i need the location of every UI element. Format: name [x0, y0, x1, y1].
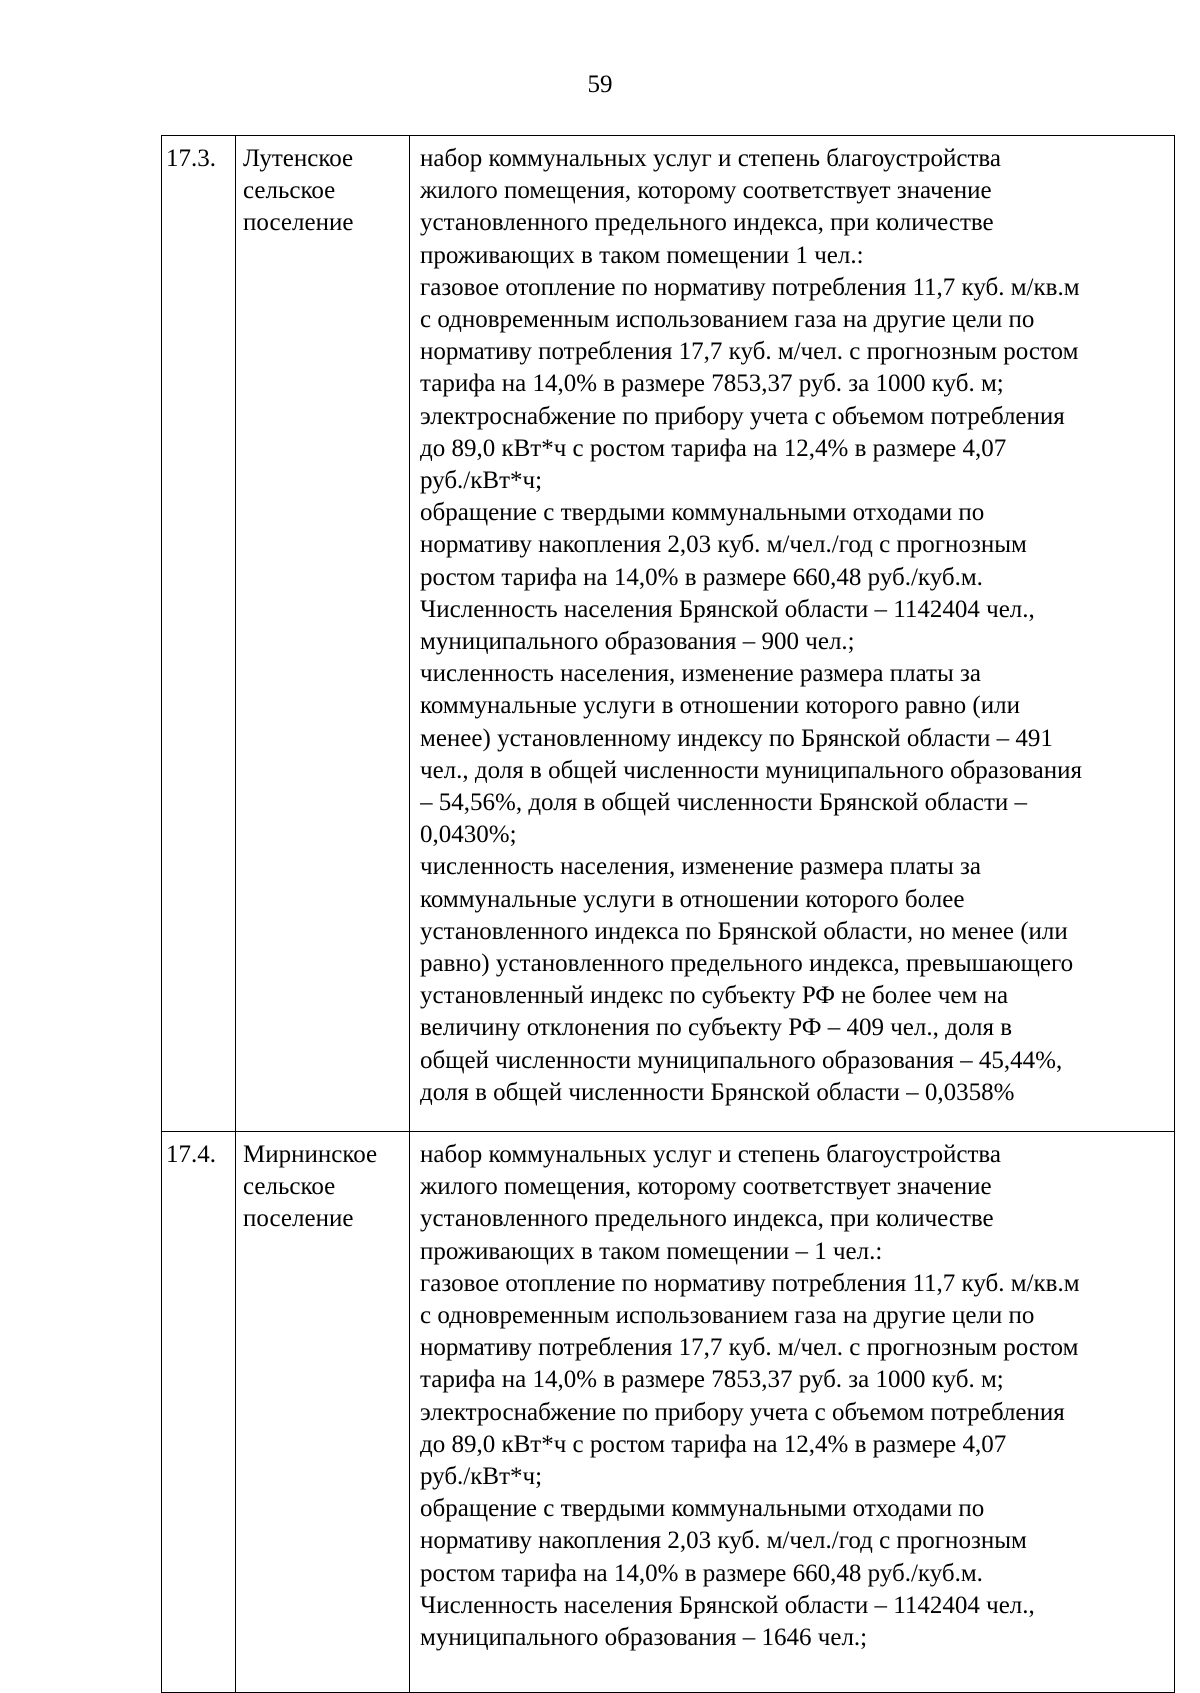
description-line: нормативу накопления 2,03 куб. м/чел./год с прогнозным: [420, 531, 1027, 559]
description-line: Численность населения Брянской области – 1142404 чел.,: [420, 1591, 1035, 1619]
description-line: руб./кВт*ч;: [420, 467, 543, 495]
description-line: проживающих в таком помещении – 1 чел.:: [420, 1237, 883, 1265]
description-line: электроснабжение по прибору учета с объемом потребления: [420, 1398, 1065, 1426]
settlement-name-line: Лутенское: [243, 145, 354, 172]
description-line: с одновременным использованием газа на другие цели по: [420, 306, 1035, 334]
description-line: равно) установленного предельного индекса, превышающего: [420, 950, 1074, 978]
description-line: нормативу накопления 2,03 куб. м/чел./год с прогнозным: [420, 1527, 1027, 1555]
description-line: муниципального образования – 900 чел.;: [420, 628, 855, 656]
description-line: до 89,0 кВт*ч с ростом тарифа на 12,4% в размере 4,07: [420, 434, 1007, 462]
table-row: [162, 1132, 1175, 1693]
description-line: набор коммунальных услуг и степень благоустройства: [420, 1141, 1001, 1168]
description-line: обращение с твердыми коммунальными отходами по: [420, 1495, 985, 1523]
description-line: проживающих в таком помещении 1 чел.:: [420, 241, 864, 269]
description-line: тарифа на 14,0% в размере 7853,37 руб. за 1000 куб. м;: [420, 1366, 1004, 1394]
description-line: установленного предельного индекса, при количестве: [420, 209, 994, 237]
description-line: с одновременным использованием газа на другие цели по: [420, 1302, 1035, 1330]
description-line: чел., доля в общей численности муниципального образования: [420, 756, 1082, 784]
settlement-name-line: сельское: [243, 1173, 336, 1201]
description-cell: [410, 136, 1175, 1132]
description-line: общей численности муниципального образования – 45,44%,: [420, 1046, 1063, 1074]
description-line: ростом тарифа на 14,0% в размере 660,48 руб./куб.м.: [420, 1559, 983, 1587]
row-number-cell: [162, 136, 236, 1132]
description-line: руб./кВт*ч;: [420, 1463, 543, 1491]
description-line: обращение с твердыми коммунальными отходами по: [420, 499, 985, 527]
description-line: – 54,56%, доля в общей численности Брянской области –: [420, 789, 1027, 817]
description-line: менее) установленному индексу по Брянской области – 491: [420, 724, 1053, 752]
description-line: жилого помещения, которому соответствует значение: [420, 1173, 992, 1201]
document-table: [161, 135, 1175, 1693]
settlement-name-line: поселение: [243, 209, 354, 237]
settlement-name-line: Мирнинское: [243, 1141, 378, 1168]
description-line: численность населения, изменение размера платы за: [420, 660, 981, 688]
description-line: величину отклонения по субъекту РФ – 409 чел., доля в: [420, 1014, 1013, 1042]
description-line: установленного индекса по Брянской области, но менее (или: [420, 917, 1068, 945]
description-line: нормативу потребления 17,7 куб. м/чел. с прогнозным ростом: [420, 338, 1079, 366]
description-line: до 89,0 кВт*ч с ростом тарифа на 12,4% в размере 4,07: [420, 1430, 1007, 1458]
description-line: нормативу потребления 17,7 куб. м/чел. с прогнозным ростом: [420, 1334, 1079, 1362]
row-number: 17.4.: [166, 1141, 216, 1168]
description-line: набор коммунальных услуг и степень благоустройства: [420, 145, 1001, 172]
page-number: 59: [587, 71, 613, 98]
description-line: муниципального образования – 1646 чел.;: [420, 1624, 868, 1652]
description-line: жилого помещения, которому соответствует значение: [420, 177, 992, 205]
settlement-name-line: поселение: [243, 1205, 354, 1233]
row-number: 17.3.: [166, 145, 216, 172]
description-line: электроснабжение по прибору учета с объемом потребления: [420, 402, 1065, 430]
table-row: [162, 136, 1175, 1132]
description-line: газовое отопление по нормативу потребления 11,7 куб. м/кв.м: [420, 273, 1080, 301]
row-number-cell: [162, 1132, 236, 1693]
description-line: установленный индекс по субъекту РФ не более чем на: [420, 982, 1009, 1010]
description-line: ростом тарифа на 14,0% в размере 660,48 руб./куб.м.: [420, 563, 983, 591]
description-line: 0,0430%;: [420, 821, 517, 849]
description-line: численность населения, изменение размера платы за: [420, 853, 981, 881]
description-line: коммунальные услуги в отношении которого равно (или: [420, 692, 1020, 720]
description-line: Численность населения Брянской области – 1142404 чел.,: [420, 595, 1035, 623]
settlement-name-line: сельское: [243, 177, 336, 205]
description-line: доля в общей численности Брянской области – 0,0358%: [420, 1078, 1015, 1106]
settlement-name-cell: [236, 136, 410, 1132]
description-line: газовое отопление по нормативу потребления 11,7 куб. м/кв.м: [420, 1269, 1080, 1297]
description-line: тарифа на 14,0% в размере 7853,37 руб. за 1000 куб. м;: [420, 370, 1004, 398]
description-line: установленного предельного индекса, при количестве: [420, 1205, 994, 1233]
description-cell: [410, 1132, 1175, 1693]
settlement-name-cell: [236, 1132, 410, 1693]
description-line: коммунальные услуги в отношении которого более: [420, 885, 965, 913]
